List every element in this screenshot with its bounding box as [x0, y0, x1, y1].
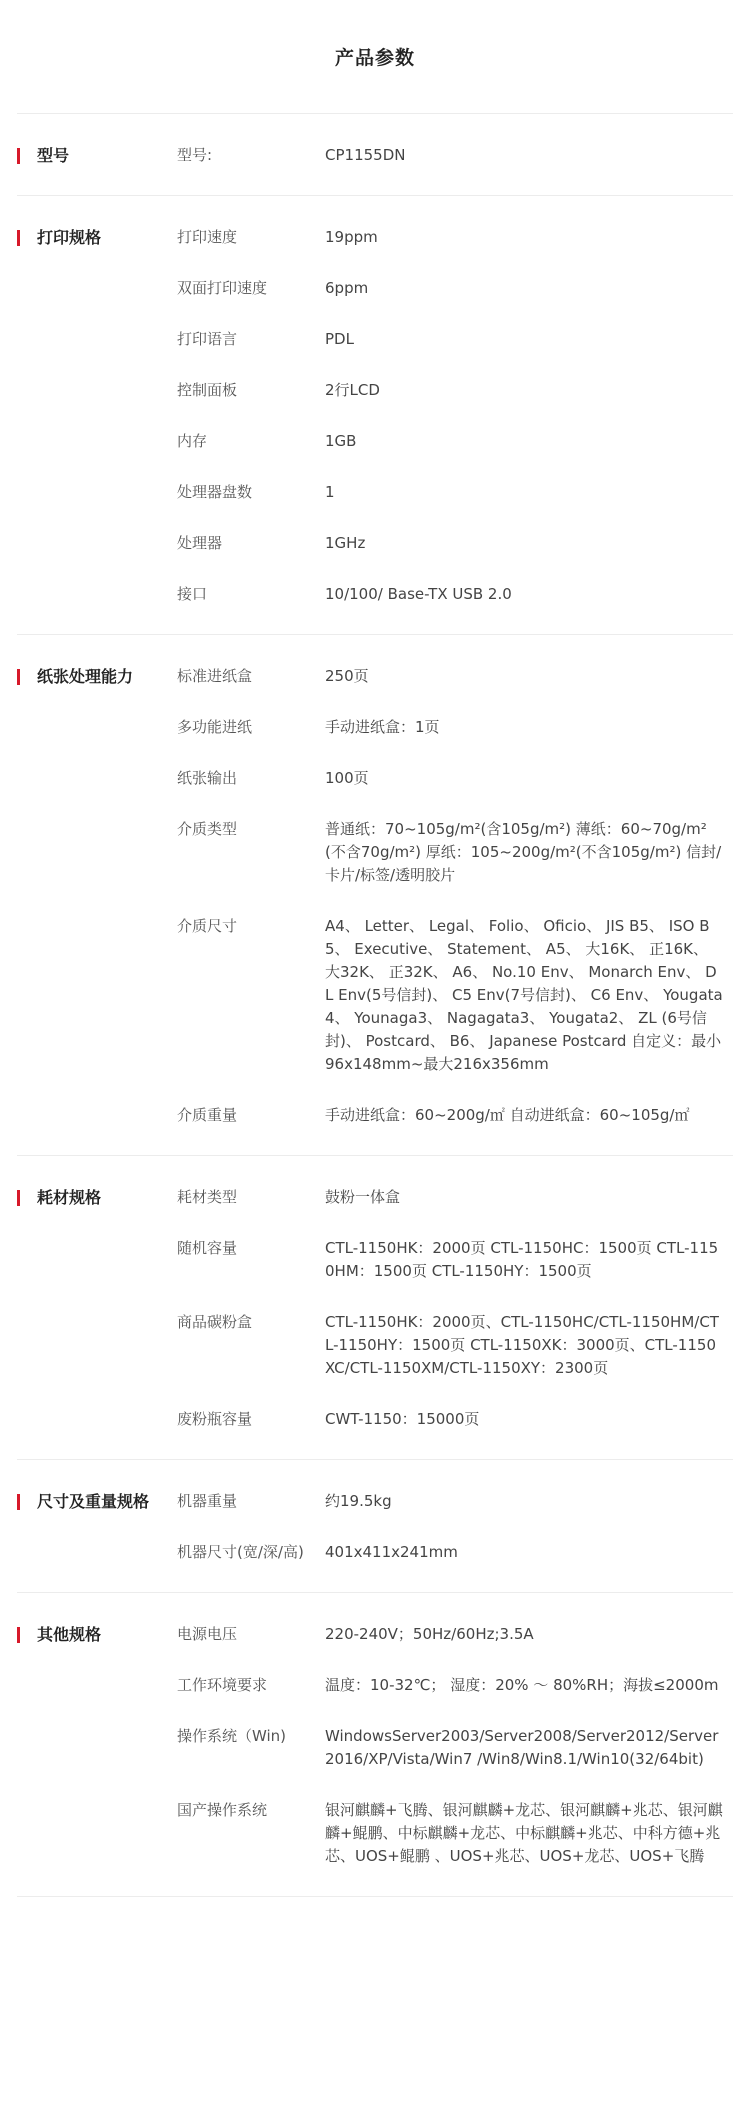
spec-rows	[177, 226, 733, 606]
spec-label: 型号:	[177, 146, 213, 164]
spec-label: 随机容量	[177, 1239, 238, 1257]
spec-value: 约19.5kg	[325, 1492, 392, 1510]
section-title: 型号	[37, 146, 70, 165]
section-title: 打印规格	[37, 228, 102, 247]
spec-label: 介质类型	[177, 820, 238, 838]
section-accent-bar	[17, 1190, 20, 1206]
spec-label: 废粉瓶容量	[177, 1410, 253, 1428]
spec-value: 1GHz	[325, 534, 366, 552]
spec-value: 10/100/ Base-TX USB 2.0	[325, 585, 512, 603]
spec-sections	[17, 114, 733, 1897]
spec-section	[17, 196, 733, 635]
spec-row	[177, 1104, 733, 1127]
page-title: 产品参数	[334, 47, 415, 69]
spec-label: 工作环境要求	[177, 1676, 268, 1694]
spec-value: 1GB	[325, 432, 357, 450]
spec-label: 介质尺寸	[177, 917, 238, 935]
spec-value: PDL	[325, 330, 354, 348]
spec-row	[177, 1186, 733, 1209]
spec-row	[177, 818, 733, 887]
spec-value: 银河麒麟+飞腾、银河麒麟+龙芯、银河麒麟+兆芯、银河麒麟+鲲鹏、中标麒麟+龙芯、中标麒麟+兆芯、中科方德+兆芯、UOS+鲲鹏 、UOS+兆芯、UOS+龙芯、UOS+飞腾	[325, 1801, 723, 1865]
section-title: 耗材规格	[37, 1188, 102, 1207]
spec-label: 打印速度	[177, 228, 238, 246]
section-header	[17, 1623, 177, 1868]
spec-row	[177, 1674, 733, 1697]
spec-label: 处理器盘数	[177, 483, 253, 501]
spec-label: 控制面板	[177, 381, 238, 399]
spec-rows	[177, 1623, 733, 1868]
spec-value: 普通纸：70~105g/m²(含105g/m²) 薄纸：60~70g/m²(不含70g/m²) 厚纸：105~200g/m²(不含105g/m²) 信封/卡片/标签/透明胶片	[325, 820, 722, 884]
spec-value: 2行LCD	[325, 381, 380, 399]
spec-row	[177, 1799, 733, 1868]
spec-label: 商品碳粉盒	[177, 1313, 253, 1331]
spec-row	[177, 328, 733, 351]
spec-value: 鼓粉一体盒	[325, 1188, 401, 1206]
spec-row	[177, 277, 733, 300]
spec-row	[177, 1541, 733, 1564]
section-title: 纸张处理能力	[37, 667, 134, 686]
spec-row	[177, 481, 733, 504]
section-title: 尺寸及重量规格	[37, 1492, 150, 1511]
section-accent-bar	[17, 230, 20, 246]
spec-value: CTL-1150HK：2000页 CTL-1150HC：1500页 CTL-1150HM：1500页 CTL-1150HY：1500页	[325, 1239, 719, 1280]
spec-value: 手动进纸盒：60~200g/㎡ 自动进纸盒：60~105g/㎡	[325, 1106, 690, 1124]
spec-section	[17, 635, 733, 1156]
spec-value: CTL-1150HK：2000页、CTL-1150HC/CTL-1150HM/CTL-1150HY：1500页 CTL-1150XK：3000页、CTL-1150XC/CTL-1150XM/CTL-1150XY：2300页	[325, 1313, 719, 1377]
spec-label: 打印语言	[177, 330, 238, 348]
spec-row	[177, 767, 733, 790]
spec-row	[177, 1490, 733, 1513]
section-title: 其他规格	[37, 1625, 102, 1644]
spec-row	[177, 665, 733, 688]
spec-label: 机器重量	[177, 1492, 238, 1510]
spec-section	[17, 1593, 733, 1897]
spec-rows	[177, 1490, 733, 1564]
spec-row	[177, 1237, 733, 1283]
section-header	[17, 226, 177, 606]
spec-row	[177, 226, 733, 249]
spec-row	[177, 716, 733, 739]
spec-section	[17, 1156, 733, 1460]
spec-rows	[177, 144, 733, 167]
spec-row	[177, 915, 733, 1076]
spec-value: 1	[325, 483, 335, 501]
spec-value: 220-240V；50Hz/60Hz;3.5A	[325, 1625, 534, 1643]
spec-label: 标准进纸盒	[177, 667, 253, 685]
spec-value: A4、 Letter、 Legal、 Folio、 Oficio、 JIS B5、 ISO B5、 Executive、 Statement、 A5、 大16K、 正16K、 大32K、 正32K、 A6、 No.10 Env、 Monarch Env、 DL Env(5号信封)、 C5 Env(7号信封)、 C6 Env、 Yougata4、 Younaga3、 Nagagata3、 Yougata2、 ZL (6号信封)、 Postcard、 B6、 Japanese Postcard 自定义：最小96x148mm~最大216x356mm	[325, 917, 723, 1073]
section-header	[17, 1186, 177, 1431]
spec-label: 机器尺寸(宽/深/高)	[177, 1543, 304, 1561]
spec-section	[17, 114, 733, 196]
spec-value: 401x411x241mm	[325, 1543, 458, 1561]
spec-label: 纸张输出	[177, 769, 238, 787]
section-accent-bar	[17, 669, 20, 685]
spec-row	[177, 430, 733, 453]
section-accent-bar	[17, 1494, 20, 1510]
spec-label: 接口	[177, 585, 208, 603]
spec-row	[177, 144, 733, 167]
section-accent-bar	[17, 1627, 20, 1643]
spec-row	[177, 1311, 733, 1380]
spec-value: 100页	[325, 769, 369, 787]
spec-label: 操作系统（Win)	[177, 1727, 287, 1745]
spec-label: 双面打印速度	[177, 279, 268, 297]
spec-value: 温度：10-32℃； 湿度：20% ～ 80%RH；海拔≤2000m	[325, 1676, 719, 1694]
spec-value: CWT-1150：15000页	[325, 1410, 480, 1428]
spec-row	[177, 1725, 733, 1771]
spec-value: 手动进纸盒：1页	[325, 718, 440, 736]
section-header	[17, 1490, 177, 1564]
spec-row	[177, 1408, 733, 1431]
spec-label: 耗材类型	[177, 1188, 238, 1206]
spec-value: 19ppm	[325, 228, 378, 246]
spec-value: 6ppm	[325, 279, 369, 297]
section-accent-bar	[17, 148, 20, 164]
spec-label: 国产操作系统	[177, 1801, 268, 1819]
spec-value: WindowsServer2003/Server2008/Server2012/Server2016/XP/Vista/Win7 /Win8/Win8.1/Win10(32/64bit)	[325, 1727, 719, 1768]
spec-label: 处理器	[177, 534, 223, 552]
spec-row	[177, 532, 733, 555]
spec-label: 电源电压	[177, 1625, 238, 1643]
spec-row	[177, 1623, 733, 1646]
spec-rows	[177, 1186, 733, 1431]
section-header	[17, 144, 177, 167]
spec-label: 介质重量	[177, 1106, 238, 1124]
spec-label: 多功能进纸	[177, 718, 253, 736]
spec-rows	[177, 665, 733, 1127]
spec-value: CP1155DN	[325, 146, 406, 164]
section-header	[17, 665, 177, 1127]
title-bar	[17, 0, 733, 114]
spec-row	[177, 379, 733, 402]
spec-value: 250页	[325, 667, 369, 685]
spec-row	[177, 583, 733, 606]
spec-label: 内存	[177, 432, 208, 450]
spec-section	[17, 1460, 733, 1593]
